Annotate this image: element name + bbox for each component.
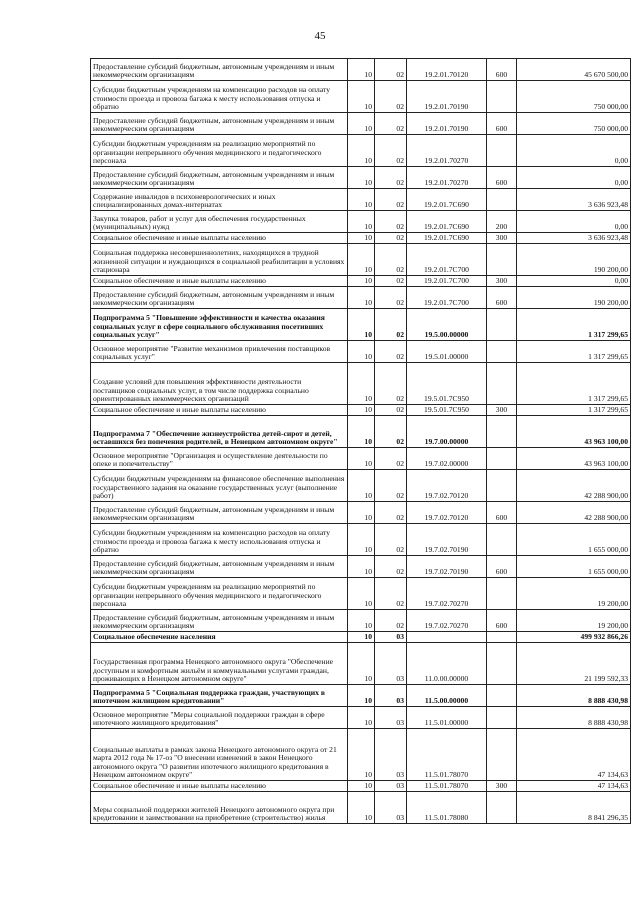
row-target-code-cell: 11.0.00.00000	[407, 643, 487, 685]
row-amount-cell: 1 655 000,00	[517, 556, 631, 578]
row-subsection-cell: 03	[375, 729, 407, 781]
row-amount-cell: 750 000,00	[517, 81, 631, 113]
table-row	[91, 211, 631, 233]
row-target-code-cell: 19.5.00.00000	[407, 309, 487, 341]
row-section-cell: 10	[348, 211, 375, 233]
table-row	[91, 363, 631, 405]
row-target-code-cell: 19.2.01.70270	[407, 167, 487, 189]
row-expense-type-cell	[487, 632, 517, 643]
row-target-code-cell: 11.5.01.78070	[407, 781, 487, 792]
row-section-cell: 10	[348, 416, 375, 448]
row-section-cell: 10	[348, 448, 375, 470]
row-name-cell: Предоставление субсидий бюджетным, автономным учреждениям и иным некоммерческим организациям	[91, 113, 348, 135]
row-section-cell: 10	[348, 556, 375, 578]
row-subsection-cell: 02	[375, 448, 407, 470]
row-target-code-cell: 11.5.00.00000	[407, 685, 487, 707]
row-expense-type-cell: 600	[487, 59, 517, 81]
row-target-code-cell: 11.5.01.78080	[407, 792, 487, 824]
row-expense-type-cell: 300	[487, 781, 517, 792]
row-subsection-cell: 02	[375, 405, 407, 416]
row-target-code-cell: 11.5.01.78070	[407, 729, 487, 781]
row-name-cell: Содержание инвалидов в психоневрологических и иных специализированных домах-интернатах	[91, 189, 348, 211]
row-expense-type-cell	[487, 643, 517, 685]
row-target-code-cell: 19.2.01.7С690	[407, 189, 487, 211]
row-amount-cell: 42 288 900,00	[517, 470, 631, 502]
row-name-cell: Меры социальной поддержки жителей Ненецкого автономного округа при кредитовании и заимствовании на приобретение (строительство) жилья	[91, 792, 348, 824]
row-subsection-cell: 02	[375, 135, 407, 167]
row-expense-type-cell	[487, 578, 517, 610]
row-name-cell: Основное мероприятие "Меры социальной поддержки граждан в сфере ипотечного жилищного кредитования"	[91, 707, 348, 729]
row-expense-type-cell	[487, 792, 517, 824]
table-row	[91, 167, 631, 189]
table-row	[91, 416, 631, 448]
row-amount-cell: 3 636 923,48	[517, 189, 631, 211]
row-name-cell: Предоставление субсидий бюджетным, автономным учреждениям и иным некоммерческим организациям	[91, 287, 348, 309]
row-expense-type-cell	[487, 309, 517, 341]
row-subsection-cell: 03	[375, 685, 407, 707]
row-target-code-cell: 19.2.01.7С700	[407, 244, 487, 276]
table-row	[91, 309, 631, 341]
row-subsection-cell: 02	[375, 502, 407, 524]
row-amount-cell: 8 888 430,98	[517, 685, 631, 707]
row-target-code-cell: 19.5.01.7С950	[407, 363, 487, 405]
row-name-cell: Социальное обеспечение и иные выплаты населению	[91, 781, 348, 792]
table-row	[91, 470, 631, 502]
row-section-cell: 10	[348, 167, 375, 189]
row-amount-cell: 0,00	[517, 167, 631, 189]
row-name-cell: Государственная программа Ненецкого автономного округа "Обеспечение доступным и комфортным жильём и коммунальными услугами граждан, проживающих в Ненецком автономном округе"	[91, 643, 348, 685]
row-name-cell: Субсидии бюджетным учреждениям на компенсацию расходов на оплату стоимости проезда и провоза багажа к месту использования отпуска и обратно	[91, 524, 348, 556]
row-amount-cell: 47 134,63	[517, 729, 631, 781]
row-target-code-cell: 19.5.01.00000	[407, 341, 487, 363]
row-target-code-cell: 19.7.02.70270	[407, 610, 487, 632]
row-section-cell: 10	[348, 502, 375, 524]
table-row	[91, 556, 631, 578]
row-subsection-cell: 02	[375, 363, 407, 405]
row-target-code-cell	[407, 632, 487, 643]
table-row	[91, 81, 631, 113]
row-subsection-cell: 03	[375, 632, 407, 643]
row-expense-type-cell	[487, 416, 517, 448]
row-subsection-cell: 02	[375, 81, 407, 113]
row-name-cell: Субсидии бюджетным учреждениям на реализацию мероприятий по организации непрерывного обучения медицинского и педагогического персонала	[91, 135, 348, 167]
row-subsection-cell: 02	[375, 244, 407, 276]
row-subsection-cell: 02	[375, 167, 407, 189]
row-target-code-cell: 19.7.02.70190	[407, 524, 487, 556]
row-expense-type-cell	[487, 470, 517, 502]
row-section-cell: 10	[348, 59, 375, 81]
table-row	[91, 707, 631, 729]
row-amount-cell: 0,00	[517, 276, 631, 287]
row-amount-cell: 1 317 299,65	[517, 341, 631, 363]
row-section-cell: 10	[348, 405, 375, 416]
row-expense-type-cell: 200	[487, 211, 517, 233]
row-amount-cell: 1 317 299,65	[517, 363, 631, 405]
row-subsection-cell: 02	[375, 416, 407, 448]
row-expense-type-cell: 600	[487, 287, 517, 309]
row-section-cell: 10	[348, 643, 375, 685]
row-amount-cell: 42 288 900,00	[517, 502, 631, 524]
row-target-code-cell: 19.2.01.7С690	[407, 211, 487, 233]
row-amount-cell: 45 670 500,00	[517, 59, 631, 81]
row-subsection-cell: 02	[375, 524, 407, 556]
row-amount-cell: 499 932 866,26	[517, 632, 631, 643]
row-amount-cell: 0,00	[517, 211, 631, 233]
row-name-cell: Закупка товаров, работ и услуг для обеспечения государственных (муниципальных) нужд	[91, 211, 348, 233]
row-name-cell: Социальное обеспечение и иные выплаты населению	[91, 276, 348, 287]
row-expense-type-cell	[487, 448, 517, 470]
row-subsection-cell: 03	[375, 781, 407, 792]
row-section-cell: 10	[348, 363, 375, 405]
row-target-code-cell: 19.7.02.70270	[407, 578, 487, 610]
table-row	[91, 189, 631, 211]
row-name-cell: Предоставление субсидий бюджетным, автономным учреждениям и иным некоммерческим организациям	[91, 502, 348, 524]
row-target-code-cell: 11.5.01.00000	[407, 707, 487, 729]
row-section-cell: 10	[348, 792, 375, 824]
row-expense-type-cell: 600	[487, 502, 517, 524]
row-expense-type-cell	[487, 707, 517, 729]
row-section-cell: 10	[348, 341, 375, 363]
row-expense-type-cell	[487, 685, 517, 707]
row-section-cell: 10	[348, 135, 375, 167]
row-section-cell: 10	[348, 309, 375, 341]
row-amount-cell: 19 200,00	[517, 610, 631, 632]
row-subsection-cell: 02	[375, 610, 407, 632]
table-row	[91, 729, 631, 781]
row-amount-cell: 8 888 430,98	[517, 707, 631, 729]
row-amount-cell: 47 134,63	[517, 781, 631, 792]
row-amount-cell: 1 317 299,65	[517, 309, 631, 341]
row-subsection-cell: 02	[375, 189, 407, 211]
table-row	[91, 781, 631, 792]
row-section-cell: 10	[348, 685, 375, 707]
row-section-cell: 10	[348, 81, 375, 113]
row-section-cell: 10	[348, 729, 375, 781]
table-row	[91, 643, 631, 685]
row-section-cell: 10	[348, 113, 375, 135]
row-section-cell: 10	[348, 276, 375, 287]
table-row	[91, 578, 631, 610]
row-name-cell: Создание условий для повышения эффективности деятельности поставщиков социальных услуг, в том числе поддержка социально ориентированных некоммерческих организаций	[91, 363, 348, 405]
row-name-cell: Предоставление субсидий бюджетным, автономным учреждениям и иным некоммерческим организациям	[91, 556, 348, 578]
row-name-cell: Социальное обеспечение населения	[91, 632, 348, 643]
row-amount-cell: 43 963 100,00	[517, 448, 631, 470]
row-name-cell: Основное мероприятие "Развитие механизмов привлечения поставщиков социальных услуг"	[91, 341, 348, 363]
row-subsection-cell: 02	[375, 309, 407, 341]
row-name-cell: Подпрограмма 5 "Повышение эффективности и качества оказания социальных услуг в сфере социального обслуживания посетивших социальных услуг"	[91, 309, 348, 341]
row-subsection-cell: 03	[375, 643, 407, 685]
budget-table-body	[91, 59, 631, 824]
row-name-cell: Подпрограмма 5 "Социальная поддержка граждан, участвующих в ипотечном жилищном кредитовании"	[91, 685, 348, 707]
row-amount-cell: 3 636 923,48	[517, 233, 631, 244]
row-subsection-cell: 02	[375, 287, 407, 309]
table-row	[91, 287, 631, 309]
row-section-cell: 10	[348, 189, 375, 211]
row-expense-type-cell	[487, 189, 517, 211]
row-target-code-cell: 19.7.02.70120	[407, 470, 487, 502]
row-expense-type-cell: 300	[487, 276, 517, 287]
row-name-cell: Социальное обеспечение и иные выплаты населению	[91, 405, 348, 416]
row-subsection-cell: 02	[375, 556, 407, 578]
row-subsection-cell: 02	[375, 59, 407, 81]
row-target-code-cell: 19.7.02.00000	[407, 448, 487, 470]
table-row	[91, 632, 631, 643]
row-target-code-cell: 19.2.01.70190	[407, 113, 487, 135]
page-number: 45	[314, 30, 326, 42]
row-subsection-cell: 02	[375, 341, 407, 363]
row-subsection-cell: 02	[375, 233, 407, 244]
row-amount-cell: 19 200,00	[517, 578, 631, 610]
row-expense-type-cell	[487, 341, 517, 363]
row-expense-type-cell: 600	[487, 167, 517, 189]
row-subsection-cell: 03	[375, 792, 407, 824]
row-name-cell: Социальная поддержка несовершеннолетних, находящихся в трудной жизненной ситуации и нуждающихся в социальной реабилитации в условиях стационара	[91, 244, 348, 276]
row-section-cell: 10	[348, 707, 375, 729]
row-subsection-cell: 02	[375, 276, 407, 287]
row-section-cell: 10	[348, 781, 375, 792]
table-row	[91, 244, 631, 276]
row-section-cell: 10	[348, 578, 375, 610]
row-expense-type-cell: 600	[487, 556, 517, 578]
row-name-cell: Подпрограмма 7 "Обеспечение жизнеустройства детей-сирот и детей, оставшихся без попечения родителей, в Ненецком автономном округе"	[91, 416, 348, 448]
table-row	[91, 276, 631, 287]
row-target-code-cell: 19.7.02.70190	[407, 556, 487, 578]
row-name-cell: Субсидии бюджетным учреждениям на реализацию мероприятий по организации непрерывного обучения медицинского и педагогического персонала	[91, 578, 348, 610]
row-target-code-cell: 19.2.01.70190	[407, 81, 487, 113]
row-section-cell: 10	[348, 632, 375, 643]
row-amount-cell: 8 841 296,35	[517, 792, 631, 824]
row-target-code-cell: 19.2.01.7С690	[407, 233, 487, 244]
row-section-cell: 10	[348, 470, 375, 502]
row-target-code-cell: 19.2.01.70120	[407, 59, 487, 81]
row-expense-type-cell: 300	[487, 405, 517, 416]
row-target-code-cell: 19.5.01.7С950	[407, 405, 487, 416]
row-name-cell: Предоставление субсидий бюджетным, автономным учреждениям и иным некоммерческим организациям	[91, 610, 348, 632]
row-amount-cell: 190 200,00	[517, 244, 631, 276]
row-amount-cell: 1 317 299,65	[517, 405, 631, 416]
table-row	[91, 59, 631, 81]
table-row	[91, 233, 631, 244]
row-expense-type-cell	[487, 244, 517, 276]
table-row	[91, 135, 631, 167]
row-amount-cell: 43 963 100,00	[517, 416, 631, 448]
table-row	[91, 341, 631, 363]
row-target-code-cell: 19.2.01.7С700	[407, 287, 487, 309]
table-row	[91, 685, 631, 707]
row-expense-type-cell	[487, 135, 517, 167]
row-expense-type-cell	[487, 81, 517, 113]
row-expense-type-cell: 300	[487, 233, 517, 244]
row-name-cell: Предоставление субсидий бюджетным, автономным учреждениям и иным некоммерческим организациям	[91, 167, 348, 189]
table-row	[91, 448, 631, 470]
row-section-cell: 10	[348, 524, 375, 556]
row-expense-type-cell: 600	[487, 113, 517, 135]
row-subsection-cell: 02	[375, 113, 407, 135]
row-name-cell: Социальное обеспечение и иные выплаты населению	[91, 233, 348, 244]
row-expense-type-cell	[487, 729, 517, 781]
row-name-cell: Социальные выплаты в рамках закона Ненецкого автономного округа от 21 марта 2012 года № 17-оз "О внесении изменений в закон Ненецкого автономного округа "О развитии ипотечного жилищного кредитования в Ненецком автономном округе"	[91, 729, 348, 781]
table-row	[91, 405, 631, 416]
row-section-cell: 10	[348, 610, 375, 632]
table-row	[91, 524, 631, 556]
row-amount-cell: 0,00	[517, 135, 631, 167]
row-expense-type-cell: 600	[487, 610, 517, 632]
row-amount-cell: 1 655 000,00	[517, 524, 631, 556]
row-section-cell: 10	[348, 244, 375, 276]
row-name-cell: Основное мероприятие "Организация и осуществление деятельности по опеке и попечительству"	[91, 448, 348, 470]
table-row	[91, 792, 631, 824]
row-subsection-cell: 02	[375, 470, 407, 502]
row-amount-cell: 21 199 592,33	[517, 643, 631, 685]
row-name-cell: Субсидии бюджетным учреждениям на компенсацию расходов на оплату стоимости проезда и провоза багажа к месту использования отпуска и обратно	[91, 81, 348, 113]
row-subsection-cell: 02	[375, 211, 407, 233]
row-target-code-cell: 19.2.01.7С700	[407, 276, 487, 287]
row-amount-cell: 750 000,00	[517, 113, 631, 135]
row-subsection-cell: 02	[375, 578, 407, 610]
row-section-cell: 10	[348, 233, 375, 244]
table-row	[91, 610, 631, 632]
row-target-code-cell: 19.2.01.70270	[407, 135, 487, 167]
budget-table	[90, 58, 631, 824]
row-expense-type-cell	[487, 524, 517, 556]
row-subsection-cell: 03	[375, 707, 407, 729]
row-section-cell: 10	[348, 287, 375, 309]
row-name-cell: Субсидии бюджетным учреждениям на финансовое обеспечение выполнения государственного задания на оказание государственных услуг (выполнение работ)	[91, 470, 348, 502]
row-name-cell: Предоставление субсидий бюджетным, автономным учреждениям и иным некоммерческим организациям	[91, 59, 348, 81]
row-target-code-cell: 19.7.02.70120	[407, 502, 487, 524]
table-row	[91, 113, 631, 135]
row-target-code-cell: 19.7.00.00000	[407, 416, 487, 448]
row-expense-type-cell	[487, 363, 517, 405]
row-amount-cell: 190 200,00	[517, 287, 631, 309]
table-row	[91, 502, 631, 524]
